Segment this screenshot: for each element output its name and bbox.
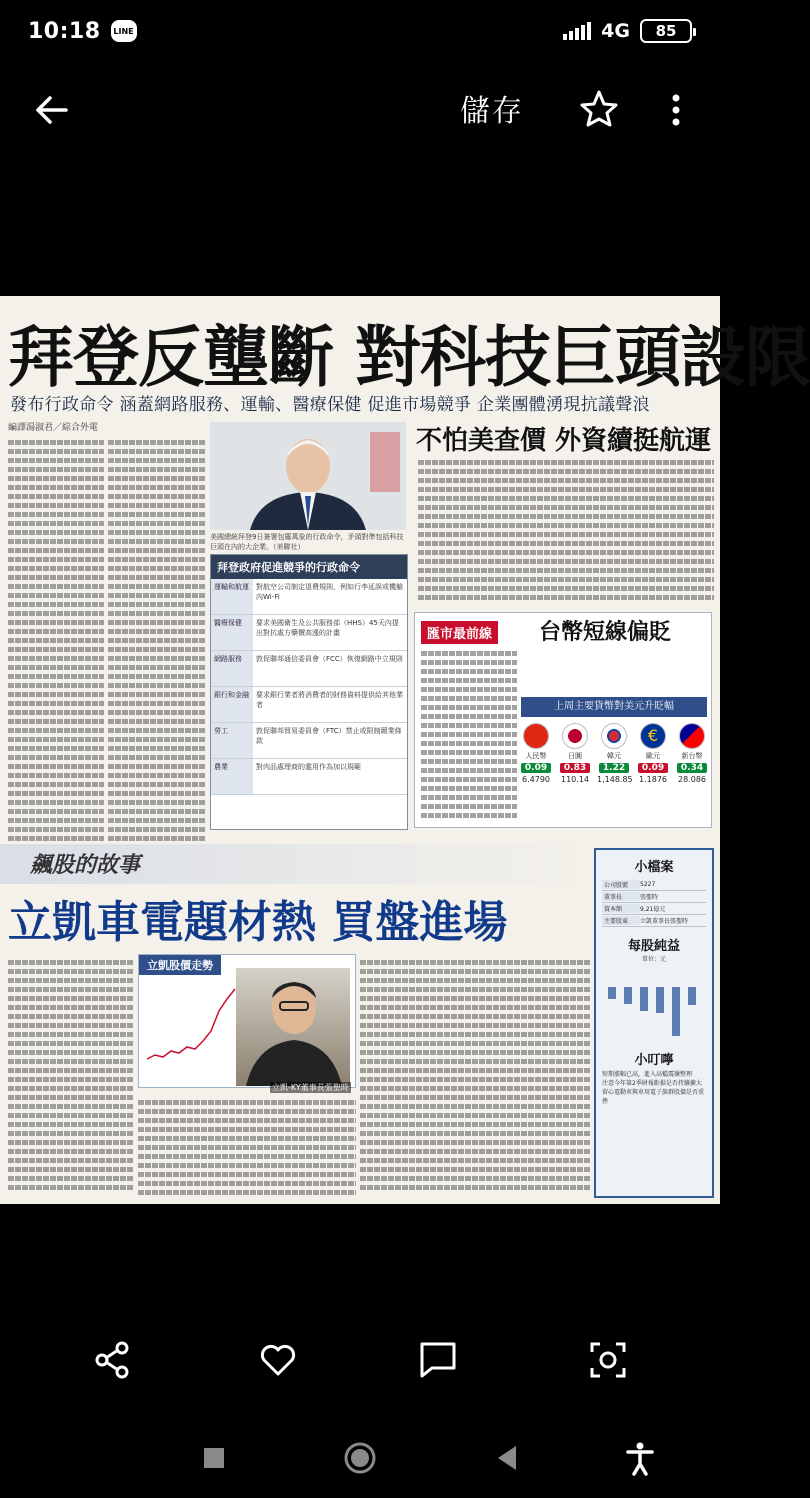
- person-illustration: [210, 422, 406, 530]
- home-button[interactable]: [340, 1438, 380, 1478]
- table-row: 醫療保健 要求美國衛生及公共服務部（HHS）45天內提出對抗處方藥價高漲的計畫: [211, 615, 407, 651]
- stock-line: [143, 981, 239, 1071]
- fx-table-header: 上周主要貨幣對美元升貶幅: [521, 697, 707, 717]
- tips-list: [602, 1070, 706, 1106]
- eps-bar: [688, 987, 696, 1005]
- policy-table: [210, 554, 408, 830]
- second-article-body-3: [138, 1096, 356, 1196]
- eps-bar: [624, 987, 632, 1004]
- fx-item: 韓元 1.22 1,148.85: [597, 723, 631, 784]
- eps-bar: [640, 987, 648, 1011]
- table-row: 運輸和航運 對航空公司制定退費規則，例如行李延誤或機艙內Wi-Fi: [211, 579, 407, 615]
- eps-bar: [672, 987, 680, 1036]
- comment-button[interactable]: [418, 1340, 458, 1380]
- eps-unit: 單位：元: [641, 956, 666, 963]
- taiwan-flag-icon: [679, 723, 705, 749]
- article-body-column-2: [108, 436, 206, 846]
- network-type: 4G: [601, 20, 630, 42]
- arrow-left-icon: [30, 88, 74, 132]
- shipping-article-body: [418, 456, 714, 606]
- table-row: 農業 對肉品處理商的濫用作為加以規範: [211, 759, 407, 795]
- tip-item: 短期漲幅已高，進入高檔震盪整理: [602, 1071, 693, 1078]
- table-row: 銀行和金融 要求銀行業者將消費者的財務資料提供給其他業者: [211, 687, 407, 723]
- share-icon: [92, 1340, 132, 1380]
- recents-button[interactable]: [194, 1438, 234, 1478]
- like-button[interactable]: [258, 1340, 298, 1380]
- tip-item: 留心電動車與車用電子族群股價是否重挫: [602, 1089, 705, 1105]
- heart-icon: [258, 1340, 298, 1380]
- save-button[interactable]: 儲存: [460, 94, 524, 129]
- favorite-button[interactable]: [578, 88, 620, 130]
- fx-section-tag: 匯市最前線: [421, 621, 498, 644]
- fx-item: € 歐元 0.09 1.1876: [636, 723, 670, 784]
- battery-icon: 85: [640, 19, 692, 43]
- status-bar: [0, 0, 720, 62]
- ceo-illustration: [236, 968, 350, 1086]
- profile-table: 公司股號 5227 董事長 張聖時 資本額 9.21億元 主要股東 立凱董事長張聖時: [602, 879, 706, 927]
- ceo-caption: 立凱-KY董事長張聖時: [272, 1083, 349, 1092]
- second-article-body-2: [360, 956, 590, 1196]
- lens-button[interactable]: [588, 1340, 628, 1380]
- china-flag-icon: [523, 723, 549, 749]
- article-body-column-1: [8, 436, 104, 846]
- shipping-headline: 不怕美查價 外資續挺航運: [416, 426, 712, 456]
- ceo-photo: [236, 968, 350, 1086]
- fx-item: 人民幣 0.09 6.4790: [519, 723, 553, 784]
- main-headline: 拜登反壟斷 對科技巨頭設限: [8, 318, 810, 396]
- eps-title: 每股純益: [627, 939, 680, 954]
- fx-currency-row: [519, 723, 709, 784]
- profile-title: 小檔案: [634, 860, 674, 875]
- action-bar: [0, 1326, 720, 1396]
- newspaper-image[interactable]: [0, 296, 810, 1204]
- home-circle-icon: [340, 1438, 380, 1478]
- eps-chart: [602, 965, 706, 1045]
- comment-icon: [418, 1340, 458, 1380]
- fx-item: 日圓 0.83 110.14: [558, 723, 592, 784]
- biden-photo: [210, 422, 406, 530]
- app-bar: [0, 70, 720, 150]
- korea-flag-icon: [601, 723, 627, 749]
- star-icon: [578, 88, 620, 130]
- second-headline: 立凱車電題材熱 買盤進場: [8, 897, 508, 948]
- more-vert-icon: [662, 88, 690, 132]
- fx-item: 新台幣 0.34 28.086: [675, 723, 709, 784]
- square-icon: [194, 1438, 234, 1478]
- eps-bar: [656, 987, 664, 1013]
- accessibility-icon: [620, 1438, 660, 1478]
- signal-icon: [563, 22, 591, 40]
- accessibility-button[interactable]: [620, 1438, 660, 1478]
- table-row: 網路服務 敦促聯邦通信委員會（FCC）恢復網路中立規則: [211, 651, 407, 687]
- fx-box: [414, 612, 712, 828]
- second-article-body-1: [8, 956, 134, 1196]
- euro-icon: €: [640, 723, 666, 749]
- lens-scan-icon: [588, 1340, 628, 1380]
- back-nav-button[interactable]: [488, 1438, 528, 1478]
- clock: 10:18: [28, 18, 101, 44]
- main-subheadline: 發布行政命令 涵蓋網路服務、運輸、醫療保健 促進市場競爭 企業團體湧現抗議聲浪: [10, 395, 650, 415]
- back-button[interactable]: [30, 88, 74, 132]
- byline: 編譯湯淑君／綜合外電: [8, 423, 99, 433]
- fx-headline: 台幣短線偏貶: [539, 620, 672, 645]
- photo-caption: 美國總統拜登9日簽署包羅萬象的行政命令，矛頭對準包括科技巨頭在內的大企業。（美聯社）: [210, 533, 404, 551]
- more-options-button[interactable]: [662, 88, 690, 132]
- tip-item: 注意今年第2季財報虧損是否持續擴大: [602, 1080, 702, 1087]
- japan-flag-icon: [562, 723, 588, 749]
- system-nav-bar: [0, 1420, 720, 1498]
- chart-title: 立凱股價走勢: [139, 955, 221, 975]
- fx-article-body: [421, 647, 517, 823]
- section-label: 飆股的故事: [30, 853, 141, 878]
- tips-title: 小叮嚀: [634, 1053, 674, 1068]
- eps-bar: [608, 987, 616, 999]
- company-profile-box: [594, 848, 714, 1198]
- table-row: 勞工 敦促聯邦貿易委員會（FTC）禁止或限制競業條款: [211, 723, 407, 759]
- line-app-icon: LINE: [111, 20, 137, 42]
- share-button[interactable]: [92, 1340, 132, 1380]
- triangle-back-icon: [488, 1438, 528, 1478]
- policy-table-title: 拜登政府促進競爭的行政命令: [211, 555, 407, 579]
